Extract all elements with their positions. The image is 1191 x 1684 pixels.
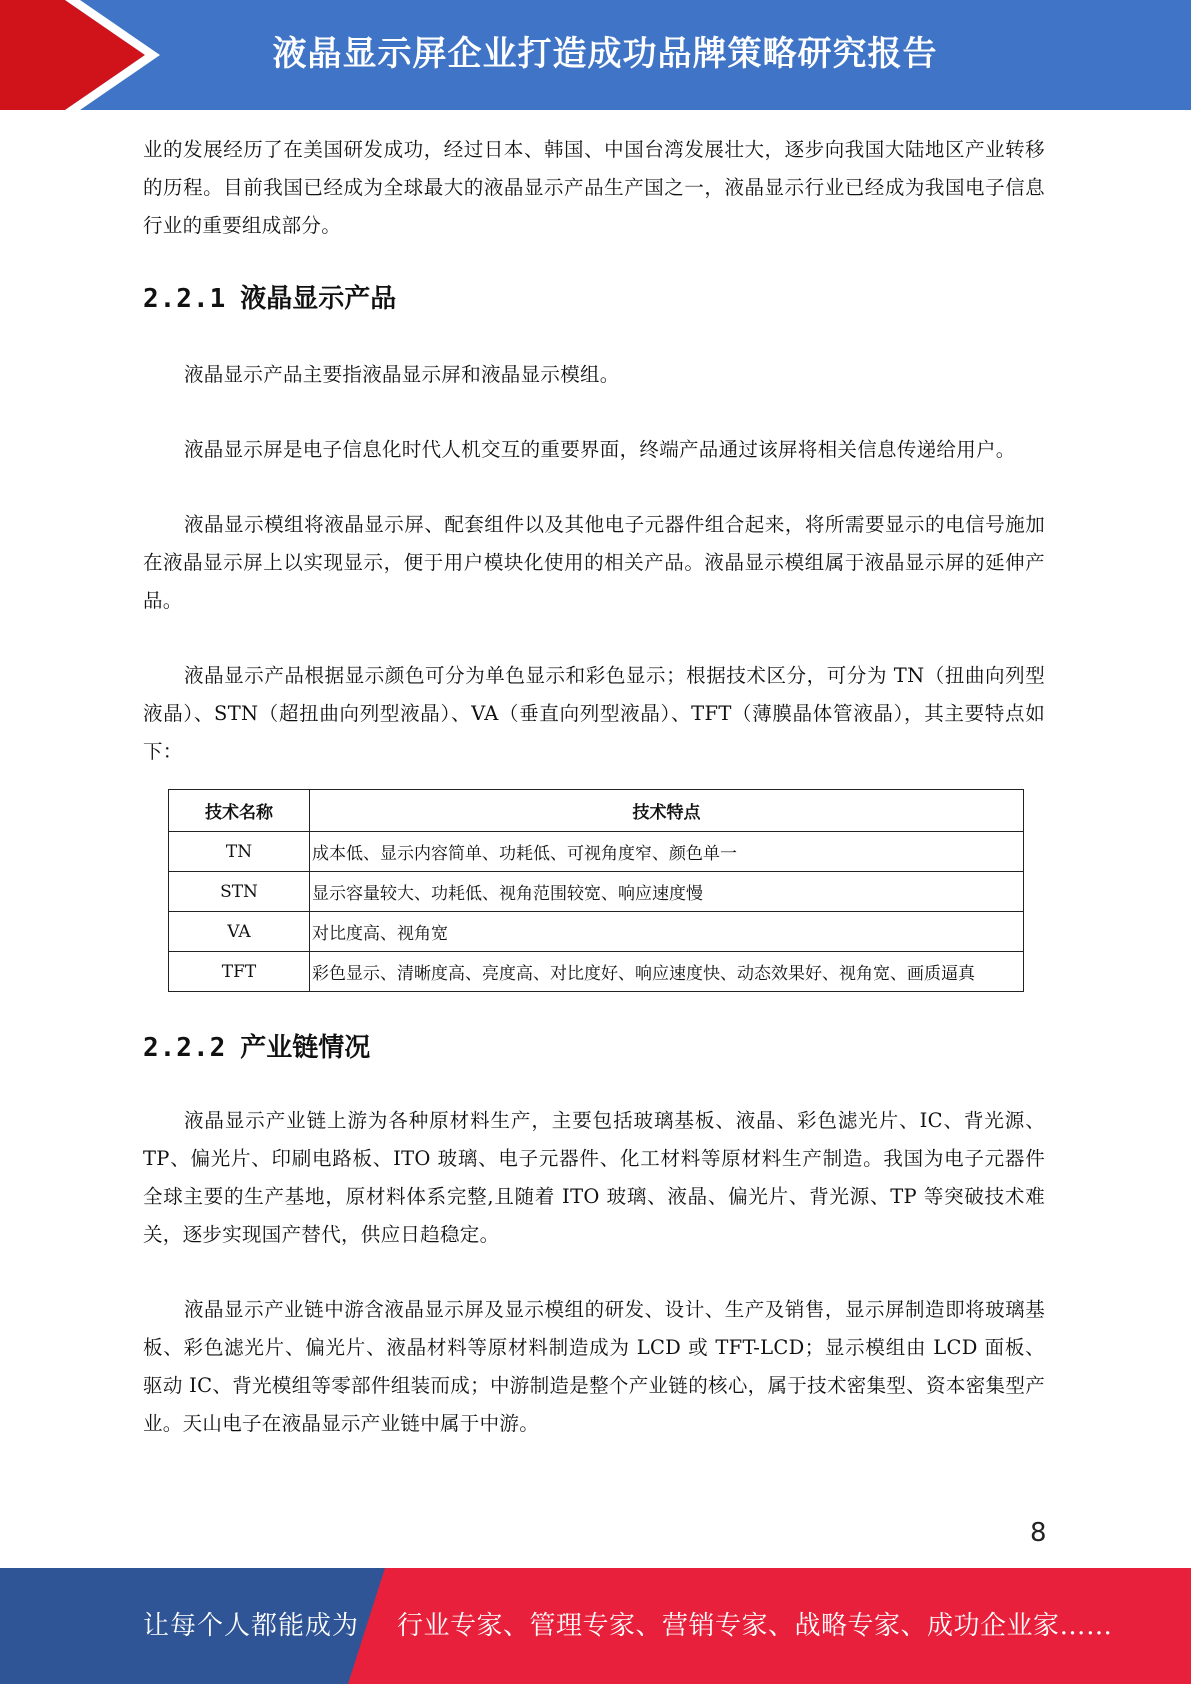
page-number: 8: [1030, 1518, 1047, 1548]
tech-name-cell: VA: [169, 912, 310, 952]
column-header: 技术名称: [169, 790, 310, 832]
page-footer: [0, 1568, 1191, 1684]
section-number: 2.2.2: [143, 1033, 227, 1063]
tech-features-cell: 成本低、显示内容简单、功耗低、可视角度窄、颜色单一: [310, 832, 1024, 872]
page-content: [143, 131, 1045, 1443]
section-heading-221: [143, 282, 1045, 316]
table-row: [169, 952, 1024, 992]
paragraph: 液晶显示模组将液晶显示屏、配套组件以及其他电子元器件组合起来，将所需要显示的电信号施加在液晶显示屏上以实现显示，便于用户模块化使用的相关产品。液晶显示模组属于液晶显示屏的延伸产品。: [143, 513, 1045, 612]
page-header: [0, 0, 1191, 110]
report-title: 液晶显示屏企业打造成功品牌策略研究报告: [272, 34, 938, 74]
tech-features-cell: 彩色显示、清晰度高、亮度高、对比度好、响应速度快、动态效果好、视角宽、画质逼真: [310, 952, 1024, 992]
paragraph: 液晶显示产品主要指液晶显示屏和液晶显示模组。: [184, 363, 620, 386]
paragraph: 液晶显示产业链上游为各种原材料生产，主要包括玻璃基板、液晶、彩色滤光片、IC、背光源、TP、偏光片、印刷电路板、ITO 玻璃、电子元器件、化工材料等原材料生产制造。我国为电子元器件全球主要的生产基地，原材料体系完整,且随着 ITO 玻璃、液晶、偏光片、背光源、TP 等突破技术难关，逐步实现国产替代，供应日趋稳定。: [143, 1109, 1045, 1246]
paragraph: 液晶显示屏是电子信息化时代人机交互的重要界面，终端产品通过该屏将相关信息传递给用户。: [184, 438, 1016, 461]
column-header: 技术特点: [310, 790, 1024, 832]
table-row: [169, 832, 1024, 872]
tech-name-cell: TN: [169, 832, 310, 872]
footer-slogan-left: 让每个人都能成为: [143, 1611, 360, 1641]
table-row: [169, 912, 1024, 952]
tech-features-cell: 显示容量较大、功耗低、视角范围较宽、响应速度慢: [310, 872, 1024, 912]
tech-name-cell: STN: [169, 872, 310, 912]
section-heading-222: [143, 1031, 1045, 1065]
table-header-row: [169, 790, 1024, 832]
section-number: 2.2.1: [143, 284, 227, 314]
technology-table: [168, 789, 1024, 992]
tech-name-cell: TFT: [169, 952, 310, 992]
tech-features-cell: 对比度高、视角宽: [310, 912, 1024, 952]
footer-slogan-right: 行业专家、管理专家、营销专家、战略专家、成功企业家……: [397, 1611, 1113, 1641]
paragraph: 液晶显示产业链中游含液晶显示屏及显示模组的研发、设计、生产及销售，显示屏制造即将玻璃基板、彩色滤光片、偏光片、液晶材料等原材料制造成为 LCD 或 TFT-LCD；显示模组由 LCD 面板、驱动 IC、背光模组等零部件组装而成；中游制造是整个产业链的核心，属于技术密集型、资本密集型产业。天山电子在液晶显示产业链中属于中游。: [143, 1298, 1045, 1435]
intro-paragraph: 业的发展经历了在美国研发成功，经过日本、韩国、中国台湾发展壮大，逐步向我国大陆地区产业转移的历程。目前我国已经成为全球最大的液晶显示产品生产国之一，液晶显示行业已经成为我国电子信息行业的重要组成部分。: [143, 138, 1045, 237]
paragraph: 液晶显示产品根据显示颜色可分为单色显示和彩色显示；根据技术区分，可分为 TN（扭曲向列型液晶）、STN（超扭曲向列型液晶）、VA（垂直向列型液晶）、TFT（薄膜晶体管液晶），其主要特点如下：: [143, 664, 1045, 763]
section-title: 产业链情况: [240, 1033, 371, 1063]
table-row: [169, 872, 1024, 912]
section-title: 液晶显示产品: [240, 284, 397, 314]
